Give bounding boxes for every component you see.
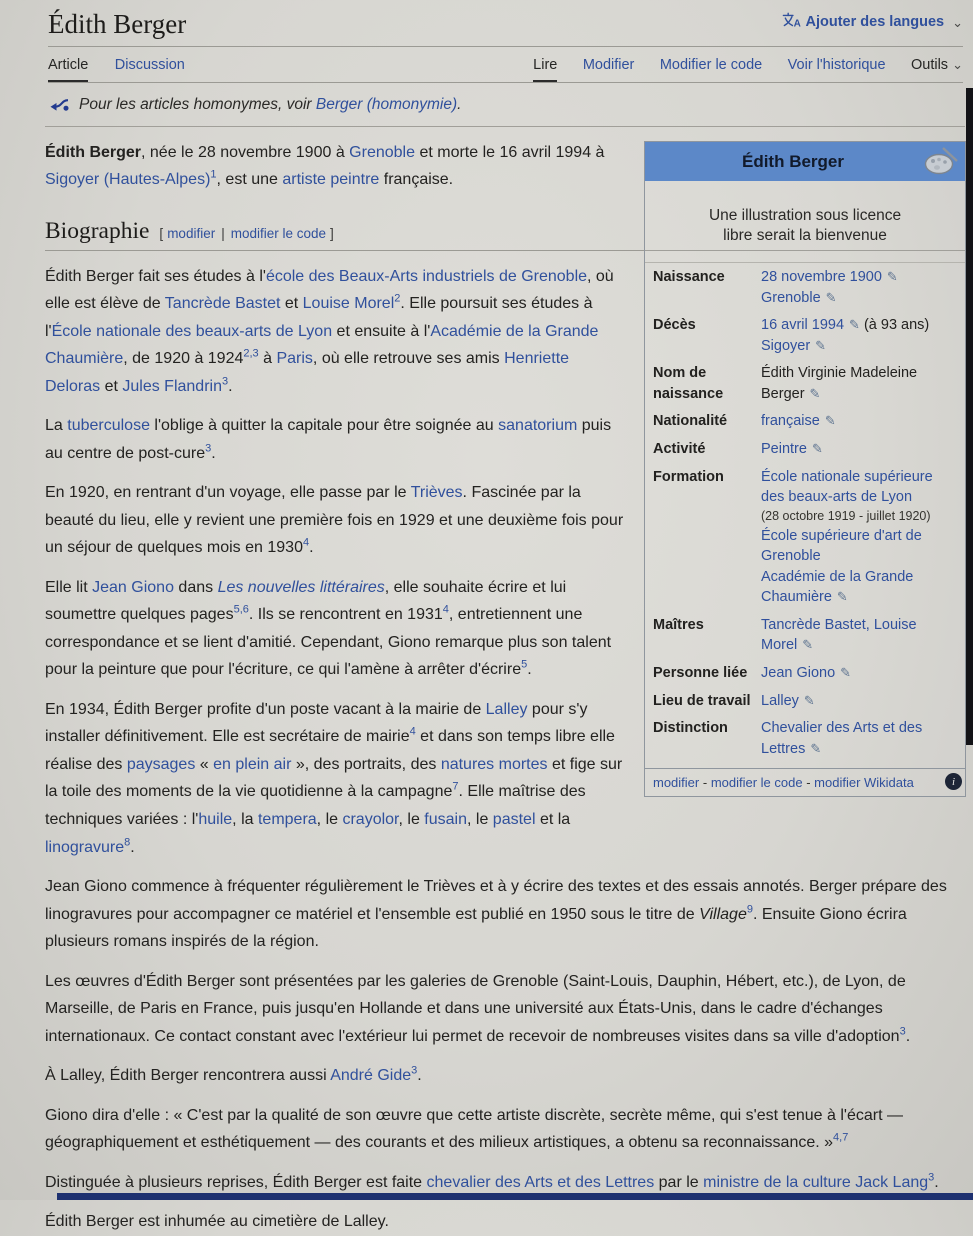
link[interactable]: Louise Morel [302,295,395,313]
text: , est une [216,171,283,189]
text: (28 octobre 1919 - juillet 1920) [761,508,931,523]
text: , où elle retrouve ses amis [312,350,505,368]
pencil-edit-icon[interactable]: ✎ [836,589,848,605]
edit-section [159,226,333,241]
reference-link[interactable]: 5 [521,659,528,672]
text: , née le 28 novembre 1900 à [141,143,350,161]
pencil-edit-icon[interactable]: ✎ [886,268,898,284]
text: . Ils se rencontrent en 1931 [248,606,443,624]
infobox-value-line [761,567,957,608]
text: dans [173,578,218,596]
tools-menu-button[interactable] [911,57,963,82]
link[interactable]: tempera [257,811,317,828]
infobox-value-line [761,288,957,309]
text: . [934,1173,939,1191]
paragraph [45,873,966,956]
reference-link[interactable]: 3 [221,375,229,388]
infobox-value [761,467,957,608]
text: Édith Berger fait ses études à l' [45,267,266,285]
title-row [48,10,963,47]
pencil-edit-icon[interactable]: ✎ [809,385,821,401]
link[interactable]: chevalier des Arts et des Lettres [426,1173,655,1191]
link[interactable]: École nationale supérieure des beaux-arts de Lyon [761,468,933,506]
tab-discussion[interactable]: Discussion [114,56,185,73]
pencil-edit-icon[interactable]: ✎ [849,317,860,333]
infobox-footer-link[interactable]: modifier [653,775,700,791]
bracket-open: [ [159,225,164,241]
link[interactable]: Les nouvelles littéraires [217,578,385,596]
link[interactable]: Jack Lang [855,1173,929,1191]
infobox-value-line [761,411,957,432]
screen-edge-right [966,88,973,745]
infobox-value-line [761,439,957,460]
text: , le [467,811,493,828]
link[interactable]: fusain [424,811,467,828]
link[interactable]: paysages [126,755,196,773]
infobox-value [761,439,957,460]
text: La [45,417,68,435]
text: et [280,295,303,313]
pencil-edit-icon[interactable]: ✎ [811,441,823,457]
infobox-value [761,615,957,656]
text: . [211,444,216,462]
infobox-row [645,463,965,611]
tools-label: Outils [910,56,949,73]
screen-edge-bottom [57,1193,973,1200]
link[interactable]: natures mortes [440,755,548,773]
tab-modifier[interactable]: Modifier [582,56,635,73]
pencil-edit-icon[interactable]: ✎ [815,337,827,353]
edit-link[interactable]: modifier [167,225,216,241]
link[interactable]: École supérieure d'art de Grenoble [761,527,922,565]
infobox-row [645,611,965,659]
infobox-rows [645,263,965,762]
add-languages-label: Ajouter des langues [805,14,945,30]
text: . Elle poursuit ses études à l' [45,295,593,340]
text: . [309,539,314,557]
infobox-row [645,359,965,407]
infobox-value [761,267,957,308]
reference-link[interactable]: 3 [899,1025,906,1038]
infobox-value-line [761,615,957,656]
add-languages-button[interactable] [782,12,964,32]
info-icon[interactable] [945,773,962,790]
link[interactable]: ministre de la culture [703,1173,851,1191]
text: , de 1920 à 1924 [123,350,244,368]
infobox-label: Personne liée [653,664,748,681]
link[interactable]: Grenoble [349,143,415,161]
homonymie-icon [49,97,70,117]
reference-link[interactable]: 8 [124,836,131,849]
palette-icon [922,146,960,181]
infobox-label: Lieu de travail [653,692,751,709]
tab-article[interactable]: Article [48,57,88,82]
infobox-row [645,407,965,435]
pencil-edit-icon[interactable]: ✎ [810,740,822,756]
text: et fige sur la toile des moments de la vie quotidienne à la campagne [45,755,623,801]
link[interactable]: 16 avril 1994 [761,317,845,334]
infobox-label: Décès [653,317,696,334]
infobox-label: Nationalité [653,413,728,430]
infobox-title: Édith Berger [741,151,845,171]
text: Édith Virginie Madeleine Berger [761,365,918,402]
paragraph [45,1062,966,1090]
infobox-row [645,687,965,715]
namespace-tabs [48,56,207,82]
section-title: Biographie [45,217,150,244]
infobox-row [645,659,965,687]
info-glyph: i [951,775,956,788]
text: . Elle maîtrise des techniques variées : l' [45,783,586,828]
tab-lire[interactable]: Lire [533,57,557,82]
text: Édith Berger est inhumée au cimetière de Lalley. [45,1213,389,1231]
link[interactable]: pastel [492,811,536,828]
text: », des portraits, des [291,755,441,773]
text: . Fascinée par la beauté du lieu, elle y revient une première fois en 1929 et une deuxième fois pour un séjour de quelques mois en 1930 [45,484,624,557]
infobox-value [761,411,957,432]
link[interactable]: linogravure [45,838,125,856]
text: . [417,1067,422,1085]
link[interactable]: Jules Flandrin [122,377,222,395]
text: l'oblige à quitter la capitale pour être soignée au [149,417,499,435]
paragraph [45,1208,966,1236]
text: Elle lit [45,578,93,596]
infobox-row [645,435,965,463]
link[interactable]: Sigoyer (Hautes-Alpes) [45,171,211,189]
link[interactable]: Peintre [761,441,807,458]
edit-code-link[interactable]: modifier le code [230,225,327,241]
pencil-edit-icon[interactable]: ✎ [825,289,837,305]
infobox-footer-link[interactable]: modifier le code [710,775,803,791]
link[interactable]: Jean Giono [761,664,836,681]
link[interactable]: Henriette Deloras [45,350,570,395]
link[interactable]: tuberculose [67,417,150,435]
link[interactable]: en plein air [213,755,292,773]
infobox-value-line [761,663,957,684]
infobox-value-line [761,467,957,508]
text: Giono dira d'elle : « C'est par la qualité de son œuvre que cette artiste discrète, secrète même, qui s'est tenue à l'écart — géographiquement et esthétiquement — des courants et des milieux artistiques, a obtenu sa reconnaissance. » [45,1106,903,1152]
link[interactable]: crayolor [342,811,399,828]
reference-link[interactable]: 4 [302,537,310,550]
text: Village [699,905,747,923]
text: et la [535,811,571,828]
hatnote-text [79,96,461,113]
infobox-value-line [761,267,957,288]
reference-link[interactable]: 3 [205,442,212,455]
infobox-value [761,691,957,712]
infobox-label: Formation [653,468,724,485]
reference-link[interactable]: 3 [411,1064,418,1077]
language-icon [782,12,801,32]
infobox-value-line [761,508,957,526]
link[interactable]: Paris [276,350,313,368]
text: , la [232,811,258,828]
reference-link[interactable]: 2 [394,292,401,305]
separator: - [699,775,711,791]
reference-link[interactable]: 3 [928,1171,935,1184]
separator: | [221,225,225,241]
view-tabs [512,56,963,82]
reference-link[interactable]: 4 [442,604,449,617]
text: et morte le 16 avril 1994 à [415,143,605,161]
text: et [100,377,123,395]
text: , le [316,811,343,828]
infobox-footer [645,768,965,796]
infobox-label: Maîtres [653,616,704,633]
text: pour s'y installer définitivement. Elle est secrétaire de mairie [45,700,588,746]
infobox-value-line [761,315,957,336]
infobox-placeholder-text: Une illustration sous licence libre serait la bienvenue [645,181,965,263]
svg-text:A: A [793,18,801,30]
link[interactable]: Berger (homonymie) [315,95,458,113]
link[interactable]: École nationale des beaux-arts de Lyon [51,322,333,340]
link[interactable]: 28 novembre 1900 [761,268,882,285]
paragraph [45,968,966,1051]
reference-link[interactable]: 7 [452,781,459,794]
text: et dans son temps libre elle réalise des [45,728,615,773]
infobox-value-line [761,363,957,404]
text: . [228,377,233,395]
link[interactable]: Tancrède Bastet [164,295,281,313]
text: Jean Giono commence à fréquenter régulièrement le Trièves et à y écrire des textes et des essais annotés. Berger prépare des linogravures pour accompagner ce matériel et l'ensemble est publié en 1950 sous le titre de [45,878,947,923]
text: En 1934, Édith Berger profite d'un poste vacant à la mairie de [45,700,486,718]
tab-modifier-le-code[interactable]: Modifier le code [659,56,763,73]
text: « [195,755,214,773]
infobox-header [645,142,965,181]
reference-link[interactable]: 2,3 [243,347,259,360]
infobox-value-line [761,718,957,759]
hatnote [45,96,965,127]
article-tabs [48,47,963,83]
text: , où elle est élève de [45,267,614,313]
text: , elle souhaite écrire et lui soumettre quelques pages [45,578,567,624]
text: Édith Berger [45,143,142,161]
text: . [130,838,135,856]
infobox-row [645,311,965,359]
chevron-down-icon: ⌄ [952,14,963,30]
link[interactable]: Trièves [410,484,463,502]
article-body [0,139,973,1236]
text: et ensuite à l' [332,322,431,340]
infobox-value [761,718,957,759]
reference-link[interactable]: 4,7 [833,1131,849,1144]
infobox-value-line [761,691,957,712]
page-title: Édith Berger [48,9,187,39]
link[interactable]: Chevalier des Arts et des Lettres [761,720,923,757]
link[interactable]: école des Beaux-Arts industriels de Grenoble [265,267,588,285]
text: . [905,1027,911,1045]
link[interactable]: artiste peintre [282,171,380,189]
link[interactable]: Sigoyer [761,337,811,354]
page-header [0,0,973,83]
link[interactable]: Académie de la Grande Chaumière [45,322,599,368]
pencil-edit-icon[interactable]: ✎ [840,664,852,680]
link[interactable]: Tancrède Bastet, Louise Morel [761,616,917,654]
infobox-label: Naissance [653,268,725,285]
text: À Lalley, Édith Berger rencontrera aussi [45,1067,331,1085]
pencil-edit-icon[interactable]: ✎ [824,413,836,429]
link[interactable]: Académie de la Grande Chaumière [761,568,914,606]
text: à [258,350,277,368]
link[interactable]: Grenoble [761,289,821,306]
chevron-down-icon: ⌄ [952,56,963,72]
infobox-row [645,714,965,762]
infobox-label: Distinction [653,720,728,737]
link[interactable]: Jean Giono [92,578,174,596]
infobox-value [761,315,957,356]
text: En 1920, en rentrant d'un voyage, elle passe par le [45,484,411,502]
infobox-value-line [761,336,957,357]
infobox-label: Activité [653,441,706,458]
text: puis au centre de post-cure [45,417,612,462]
infobox-footer-link[interactable]: modifier Wikidata [814,775,914,791]
paragraph [45,1102,966,1157]
infobox-value [761,663,957,684]
reference-link[interactable]: 1 [210,168,217,181]
separator: - [802,775,815,791]
text: , entretiennent une correspondance et se lient d'amitié. Cependant, Giono remarque plus son talent pour la peinture que pour l'écriture, ce qui l'amène à arrêter d'écrire [45,606,612,679]
text: Distinguée à plusieurs reprises, Édith Berger est faite [45,1173,427,1191]
text: française. [379,171,454,189]
link[interactable]: sanatorium [498,417,578,435]
text: . Ensuite Giono écrira plusieurs romans inspirés de la région. [45,905,907,951]
text: par le [654,1173,704,1191]
text: . [527,661,532,679]
infobox-value-line [761,526,957,567]
text: Les œuvres d'Édith Berger sont présentées par les galeries de Grenoble (Saint-Louis, Dauphin, Hébert, etc.), de Lyon, de Marseille, de Paris en France, puis jusqu'en Hollande et dans une université aux États-Unis, dans le cadre d'échanges internationaux. Ce contact constant avec l'extérieur lui permet de recevoir de nombreuses visites dans sa ville d'adoption [45,972,906,1045]
text: . [457,95,462,113]
text: , le [398,811,425,828]
bracket-close: ] [330,225,334,241]
link[interactable]: Lalley [485,700,528,718]
reference-link[interactable]: 4 [409,726,416,739]
link[interactable]: française [761,413,820,430]
reference-link[interactable]: 9 [746,903,753,916]
infobox-label: Nom de naissance [653,365,724,402]
pencil-edit-icon[interactable]: ✎ [803,692,815,708]
infobox-value [761,363,957,404]
infobox-footer-links [653,775,914,790]
link[interactable]: André Gide [330,1067,412,1085]
text: (à 93 ans) [859,317,930,334]
reference-link[interactable]: 5,6 [233,604,249,617]
infobox-row [645,263,965,311]
pencil-edit-icon[interactable]: ✎ [802,637,814,653]
link[interactable]: huile [198,811,233,828]
infobox [644,141,966,798]
link[interactable]: Lalley [761,692,799,709]
text: Pour les articles homonymes, voir [79,95,316,113]
tab-voir-historique[interactable]: Voir l'historique [787,56,886,73]
